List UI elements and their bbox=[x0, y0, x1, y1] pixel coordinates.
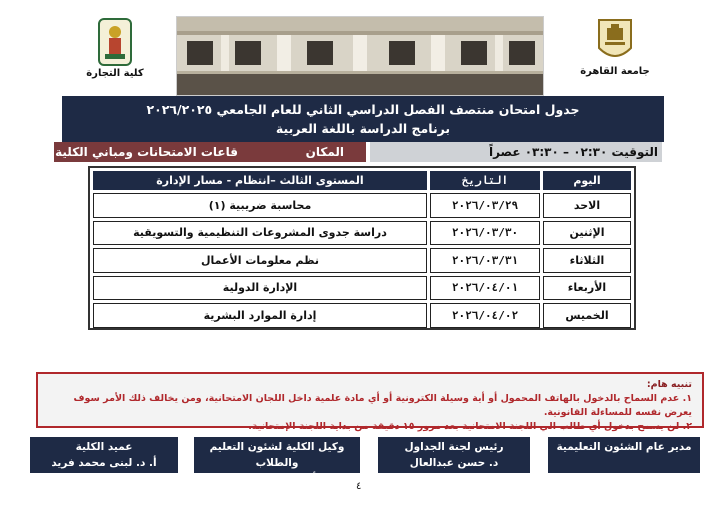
header-day: اليوم bbox=[543, 171, 631, 190]
row-day: الإثنين bbox=[543, 221, 631, 246]
signature-name: د. حسن عبدالعال bbox=[409, 457, 499, 469]
row-subject: إدارة الموارد البشرية bbox=[93, 303, 427, 328]
university-caption: جامعة القاهرة bbox=[580, 66, 650, 77]
building-facade-image bbox=[177, 17, 544, 96]
place-label: المكان bbox=[305, 145, 344, 159]
info-row bbox=[54, 142, 662, 162]
signature-box bbox=[548, 437, 700, 473]
table-row bbox=[93, 221, 631, 246]
row-subject: محاسبة ضريبية (١) bbox=[93, 193, 427, 218]
row-date: ٢٠٢٦/٠٣/٢٩ bbox=[430, 193, 540, 218]
notice-title: تنبيه هام: bbox=[646, 379, 692, 390]
university-logo bbox=[580, 18, 650, 96]
schedule-table bbox=[88, 166, 636, 330]
row-date: ٢٠٢٦/٠٤/٠١ bbox=[430, 276, 540, 301]
row-date: ٢٠٢٦/٠٣/٣١ bbox=[430, 248, 540, 273]
row-date: ٢٠٢٦/٠٣/٣٠ bbox=[430, 221, 540, 246]
row-subject: الإدارة الدولية bbox=[93, 276, 427, 301]
row-day: الأربعاء bbox=[543, 276, 631, 301]
signature-title: وكيل الكلية لشئون التعليم والطلاب bbox=[209, 441, 345, 469]
signature-box bbox=[194, 437, 360, 485]
signature-row bbox=[30, 437, 700, 485]
signature-title: رئيس لجنة الجداول bbox=[404, 441, 504, 453]
table-row bbox=[93, 276, 631, 301]
university-emblem-icon bbox=[595, 18, 635, 64]
page-number: ٤ bbox=[356, 481, 362, 492]
signature-name: أ. د. لبنى محمد فريد bbox=[51, 457, 157, 469]
row-day: الخميس bbox=[543, 303, 631, 328]
header-date: التاريخ bbox=[430, 171, 540, 190]
notice-item: ١. عدم السماح بالدخول بالهاتف المحمول أو أية وسيلة الكترونية أو أي مادة علمية داخل اللجان الامتحانية، ومن يخالف ذلك الأمر سوف يعرض نفسه للمساءلة القانونية. bbox=[73, 393, 692, 418]
row-day: الاحد bbox=[543, 193, 631, 218]
row-subject: نظم معلومات الأعمال bbox=[93, 248, 427, 273]
signature-title: عميد الكلية bbox=[75, 441, 133, 453]
notice-item: ٢. لن يسمح بدخول أي طالب الي اللجنة الامتحانية بعد مرور ١٥ دقيقة من بداية اللجنة الإمتحانية. bbox=[248, 421, 692, 432]
program-title: برنامج الدراسة باللغة العربية bbox=[275, 121, 451, 136]
row-date: ٢٠٢٦/٠٤/٠٢ bbox=[430, 303, 540, 328]
faculty-emblem-icon bbox=[98, 18, 132, 66]
signature-title: مدير عام الشئون التعليمية bbox=[556, 441, 692, 453]
row-day: الثلاثاء bbox=[543, 248, 631, 273]
building-photo bbox=[176, 16, 544, 96]
header-subject: المستوى الثالث –انتظام - مسار الإدارة bbox=[93, 171, 427, 190]
signature-box bbox=[378, 437, 530, 473]
table-row bbox=[93, 303, 631, 328]
faculty-logo bbox=[80, 18, 150, 96]
important-notice bbox=[36, 372, 704, 432]
row-subject: دراسة جدوى المشروعات التنظيمية والتسويقية bbox=[93, 221, 427, 246]
timing: التوقيت ٠٢:٣٠ – ٠٣:٣٠ عصراً bbox=[370, 142, 662, 162]
place bbox=[54, 142, 366, 162]
table-row bbox=[93, 193, 631, 218]
signature-box bbox=[30, 437, 178, 473]
title-banner bbox=[62, 96, 664, 142]
place-value: قاعات الامتحانات ومباني الكلية bbox=[55, 145, 238, 159]
faculty-caption: كلية التجارة bbox=[86, 68, 144, 79]
table-row bbox=[93, 248, 631, 273]
signature-name: أ. د. عماد الزمر bbox=[237, 473, 317, 485]
exam-title: جدول امتحان منتصف الفصل الدراسي الثاني للعام الجامعي ٢٠٢٦/٢٠٢٥ bbox=[146, 102, 580, 117]
table-header-row bbox=[93, 171, 631, 190]
